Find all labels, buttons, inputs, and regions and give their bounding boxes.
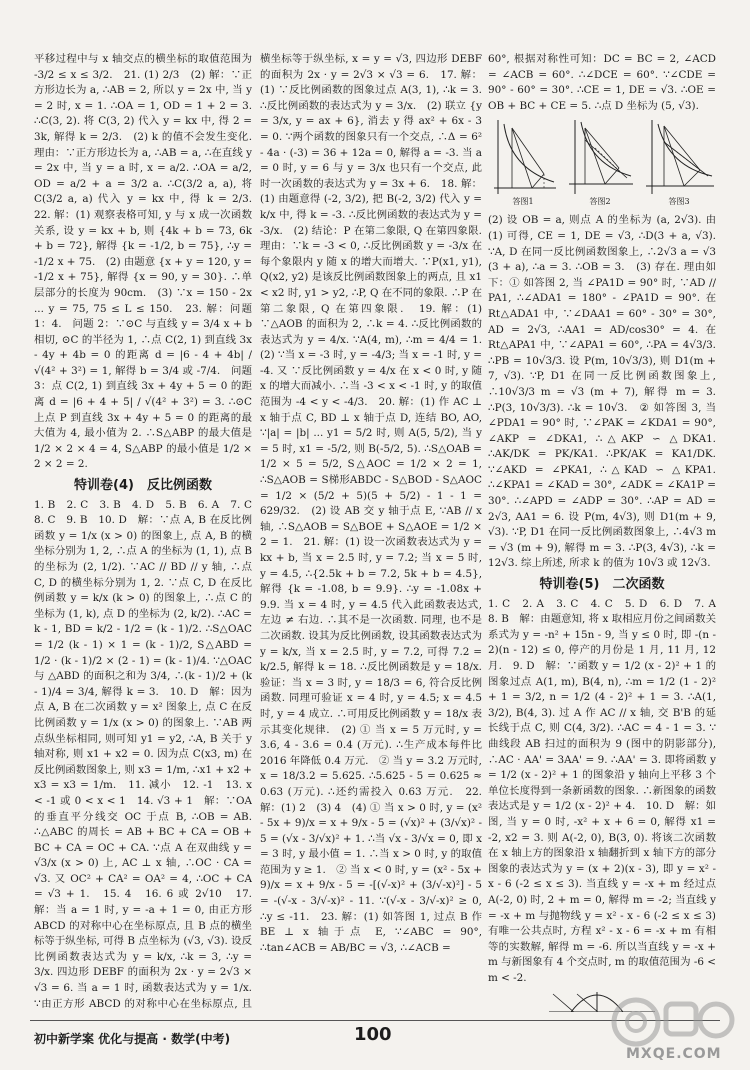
figure-2 <box>565 118 635 207</box>
figure-row <box>488 118 716 207</box>
figure-1 <box>488 118 558 207</box>
column-middle <box>260 52 482 1012</box>
column-right <box>488 52 716 1012</box>
answer-block-unit5: 1. C 2. A 3. C 4. C 5. D 6. D 7. A 8. B 解：由题意知, 将 x 取相应月份之间函数关系式为 y = -n² + 15n - 9, 当 y ≤ 0 时, 即 -(n - 2)(n - 12) ≤ 0, 停产的月份是 1 月, 11 月, 12 月. 9. D 解：∵函数 y = 1/2 (x - 2)² + 1 的图象过点 A(1, m), B(4, n), ∴m = 1/2 (1 - 2)² + 1 = 3/2, n = 1/2 (4 - 2)² + 1 = 3. ∴A(1, 3/2), B(4, 3). 过 A 作 AC // x 轴, 交 B'B 的延长线于点 C, 则 C(4, 3/2). ∴AC = 4 - 1 = 3. ∵曲线段 AB 扫过的面积为 9 (图中的阴影部分), ∴AC · AA' = 3AA' = 9. ∴AA' = 3. 即将函数 y = 1/2 (x - 2)² + 1 的图象沿 y 轴向上平移 3 个单位长度得到一条新函数的图象. ∴新图象的函数表达式是 y = 1/2 (x - 2)² + 4. 10. D 解：如图, 当 y = 0 时, -x² + x + 6 = 0, 解得 x1 = -2, x2 = 3. 则 A(-2, 0), B(3, 0). 将该二次函数在 x 轴上方的图象沿 x 轴翻折到 x 轴下方的部分图象的表达式为 y = (x + 2)(x - 3), 即 y = x² - x - 6 (-2 ≤ x ≤ 3). 当直线 y = -x + m 经过点 A(-2, 0) 时, 2 + m = 0, 解得 m = -2; 当直线 y = -x + m 与抛物线 y = x² - x - 6 (-2 ≤ x ≤ 3) 有唯一公共点时, 方程 x² - x - 6 = -x + m 有相等的实数解, 解得 m = -6. 所以当直线 y = -x + m 与新图象有 4 个交点时, m 的取值范围为 -6 < m < -2. <box>488 597 716 984</box>
watermark-text: MXQE.COM <box>626 1046 722 1062</box>
figure-1-caption: 答图1 <box>512 197 534 207</box>
figure-2-caption: 答图2 <box>589 197 611 207</box>
answer-block-23-parts: (2) 设 OB = a, 则点 A 的坐标为 (a, 2√3). 由 (1) 可得, CE = 1, DE = √3, ∴D(3 + a, √3). ∵A, D 在同一反比例函数图象上, ∴2√3 a = √3 (3 + a), ∴a = 3. ∴OB = 3. (3) 存在. 理由如下：① 如答图 2, 当 ∠PA1D = 90° 时, ∵AD // PA1, ∴∠ADA1 = 180° - ∠PA1D = 90°. 在 Rt△ADA1 中, ∵∠DAA1 = 60° - 30° = 30°, AD = 2√3, ∴AA1 = AD/cos30° = 4. 在 Rt△APA1 中, ∵∠APA1 = 60°, ∴PA = 4√3/3. ∴PB = 10√3/3. 设 P(m, 10√3/3), 则 D1(m + 7, √3). ∵P, D1 在同一反比例函数图象上, ∴10√3/3 m = √3 (m + 7), 解得 m = 3. ∴P(3, 10√3/3). ∴k = 10√3. ② 如答图 3, 当 ∠PDA1 = 90° 时, ∵∠PAK = ∠KDA1 = 90°, ∠AKP = ∠DKA1, ∴△AKP ∽ △DKA1. ∴AK/DK = PK/KA1. ∴PK/AK = KA1/DK. ∵∠AKD = ∠PKA1, ∴△KAD ∽ △KPA1. ∴∠KPA1 = ∠KAD = 30°, ∠ADK = ∠KA1P = 30°. ∴∠APD = ∠ADP = 30°. ∴AP = AD = 2√3, AA1 = 6. 设 P(m, 4√3), 则 D1(m + 9, √3). ∵P, D1 在同一反比例函数图象上, ∴4√3 m = √3 (m + 9), 解得 m = 3. ∴P(3, 4√3), ∴k = 12√3. 综上所述, 所求 k 的值为 10√3 或 12√3. <box>488 214 716 570</box>
book-title: 初中新学案 优化与提高 · 数学(中考) <box>34 1032 231 1046</box>
section-title-5: 特训卷(5) 二次函数 <box>539 577 665 593</box>
figure-3-drawing <box>642 118 716 196</box>
answer-block-23-cont: 60°, 根据对称性可知：DC = BC = 2, ∠ACD = ∠ACB = 60°. ∴∠DCE = 60°. ∵∠CDE = 90° - 60° = 30°. ∴CE = 1, DE = √3. ∴OE = OB + BC + CE = 5. ∴点 D 坐标为 (5, √3). <box>488 53 716 112</box>
figure-1-drawing <box>488 118 558 196</box>
figure-2-drawing <box>565 118 635 196</box>
figure-3 <box>642 118 716 207</box>
answer-block-21-23: 平移过程中与 x 轴交点的横坐标的取值范围为 -3/2 ≤ x ≤ 3/2. 21. (1) 2/3 (2) 解：∵正方形边长为 a, ∴AB = 2, 所以 y = 2x 中, 当 y = 2 时, x = 1. ∴OA = 1, OD = 1 + 2 = 3. ∴C(3, 2). 将 C(3, 2) 代入 y = kx 中, 得 2 = 3k, 解得 k = 2/3. (2) k 的值不会发生变化. 理由：∵正方形边长为 a, ∴AB = a, ∴在直线 y = 2x 中, 当 y = a 时, x = a/2. ∴OA = a/2, OD = a/2 + a = 3/2 a. ∴C(3/2 a, a), 将 C(3/2 a, a) 代入 y = kx 中, 得 k = 2/3. 22. 解：(1) 观察表格可知, y 与 x 成一次函数关系, 设 y = kx + b, 则 {4k + b = 73, 6k + b = 72}, 解得 {k = -1/2, b = 75}, ∴y = -1/2 x + 75. (2) 由题意 {x + y = 120, y = -1/2 x + 75}, 解得 {x = 90, y = 30}. ∴单层部分的长度为 90cm. (3) ∵x = 150 - 2x ... y = 75, 75 ≤ L ≤ 150. 23. 解：问题 1：4. 问题 2：∵⊙C 与直线 y = 3/4 x + b 相切, ⊙C 的半径为 1, ∴点 C(2, 1) 到直线 3x - 4y + 4b = 0 的距离 d = |6 - 4 + 4b| / √(4² + 3²) = 1, 解得 b = 3/4 或 -7/4. 问题 3：点 C(2, 1) 到直线 3x + 4y + 5 = 0 的距离 d = |6 + 4 + 5| / √(4² + 3²) = 3. ∴⊙C 上点 P 到直线 3x + 4y + 5 = 0 的距离的最大值为 4, 最小值为 2. ∴S△ABP 的最大值是 1/2 × 2 × 4 = 4, S△ABP 的最小值是 1/2 × 2 × 2 = 2. <box>34 53 252 471</box>
section-title-4: 特训卷(4) 反比例函数 <box>74 478 212 494</box>
page-number: 100 <box>354 1024 392 1045</box>
answer-block-17-23: 横坐标等于纵坐标, x = y = √3, 四边形 DEBF 的面积为 2x · y = 2√3 × √3 = 6. 17. 解：(1) ∵反比例函数的图象过点 A(3, 1), ∴k = 3. ∴反比例函数的表达式为 y = 3/x. (2) 联立 {y = 3/x, y = ax + 6}, 消去 y 得 ax² + 6x - 3 = 0. ∵两个函数的图象只有一个交点, ∴Δ = 6² - 4a · (-3) = 36 + 12a = 0, 解得 a = -3. 当 a = 0 时, y = 6 与 y = 3/x 也只有一个交点, 此时一次函数的表达式为 y = 3x + 6. 18. 解：(1) 由题意得 (-2, 3/2), 把 B(-2, 3/2) 代入 y = k/x 中, 得 k = -3. ∴反比例函数的表达式为 y = -3/x. (2) 结论：P 在第二象限, Q 在第四象限. 理由：∵k = -3 < 0, ∴反比例函数 y = -3/x 在每个象限内 y 随 x 的增大而增大. ∵P(x1, y1), Q(x2, y2) 是该反比例函数图象上的两点, 且 x1 < x2 时, y1 > y2, ∴P, Q 在不同的象限. ∴P 在第二象限, Q 在第四象限. 19. 解：(1) ∵△AOB 的面积为 2, ∴k = 4. ∴反比例函数的表达式为 y = 4/x. ∵A(4, m), ∴m = 4/4 = 1. (2) ∵当 x = -3 时, y = -4/3; 当 x = -1 时, y = -4. 又 ∵反比例函数 y = 4/x 在 x < 0 时, y 随 x 的增大而减小. ∴当 -3 < x < -1 时, y 的取值范围为 -4 < y < -4/3. 20. 解：(1) 作 AC ⊥ x 轴于点 C, BD ⊥ x 轴于点 D, 连结 BO, AO, ∵|a| = |b| ... y1 = 5/2 时, 则 A(5, 5/2), 当 y = 5 时, x1 = -5/2, 则 B(-5/2, 5). ∴S△OAB = 1/2 × 5 = 5/2, S△AOC = 1/2 × 2 = 1, ∴S△AOB = S梯形ABDC - S△BOD - S△AOC = 1/2 × (5/2 + 5)(5 + 5/2) - 1 - 1 = 629/32. (2) 设 AB 交 y 轴于点 E, ∵AB // x 轴, ∴S△AOB = S△BOE + S△AOE = 1/2 × 2 = 1. 21. 解：(1) 设一次函数表达式为 y = kx + b, 当 x = 2.5 时, y = 7.2; 当 x = 5 时, y = 4.5, ∴{2.5k + b = 7.2, 5k + b = 4.5}, 解得 {k = -1.08, b = 9.9}. ∴y = -1.08x + 9.9. 当 x = 4 时, y = 4.5 代入此函数表达式, 左边 ≠ 右边. ∴其不是一次函数. 同理, 也不是二次函数. 设其为反比例函数, 设其函数表达式为 y = k/x, 当 x = 2.5 时, y = 7.2, 可得 7.2 = k/2.5, 解得 k = 18. ∴反比例函数是 y = 18/x. 验证：当 x = 3 时, y = 18/3 = 6, 符合反比例函数. 同理可验证 x = 4 时, y = 4.5; x = 4.5 时, y = 4 成立. ∴可用反比例函数 y = 18/x 表示其变化规律. (2) ① 当 x = 5 万元时, y = 3.6, 4 - 3.6 = 0.4 (万元). ∴生产成本每件比 2016 年降低 0.4 万元. ② 当 y = 3.2 万元时, x = 18/3.2 = 5.625. ∴5.625 - 5 = 0.625 ≈ 0.63 (万元). ∴还约需投入 0.63 万元. 22. 解：(1) 2 (3) 4 (4) ① 当 x > 0 时, y = (x² - 5x + 9)/x = x + 9/x - 5 = (√x)² + (3/√x)² - 5 = (√x - 3/√x)² + 1. ∴当 √x - 3/√x = 0, 即 x = 3 时, y 最小值 = 1. ∴当 x > 0 时, y 的取值范围为 y ≥ 1. ② 当 x < 0 时, y = (x² - 5x + 9)/x = x + 9/x - 5 = -[(√-x)² + (3/√-x)²] - 5 = -(√-x - 3/√-x)² - 11. ∵(√-x - 3/√-x)² ≥ 0, ∴y ≤ -11. 23. 解：(1) 如答图 1, 过点 B 作 BE ⊥ x 轴于点 E, ∵∠ABC = 90°, ∴tan∠ACB = AB/BC = √3, ∴∠ACB = <box>260 53 482 954</box>
figure-3-caption: 答图3 <box>668 197 690 207</box>
answer-block-unit4: 1. B 2. C 3. B 4. D 5. B 6. A 7. C 8. C 9. B 10. D 解：∵点 A, B 在反比例函数 y = 1/x (x > 0) 的图象上, 点 A, B 的横坐标分别为 1, 2, ∴点 A 的坐标为 (1, 1), 点 B 的坐标为 (2, 1/2). ∵AC // BD // y 轴, ∴点 C, D 的横坐标分别为 1, 2. ∵点 C, D 在反比例函数 y = k/x (k > 0) 的图象上, ∴点 C 的坐标为 (1, k), 点 D 的坐标为 (2, k/2). ∴AC = k - 1, BD = k/2 - 1/2 = (k - 1)/2. ∴S△OAC = 1/2 (k - 1) × 1 = (k - 1)/2, S△ABD = 1/2 · (k - 1)/2 × (2 - 1) = (k - 1)/4. ∵△OAC 与 △ABD 的面积之和为 3/4, ∴(k - 1)/2 + (k - 1)/4 = 3/4, 解得 k = 3. 10. D 解：因为点 A, B 在二次函数 y = x² 图象上, 点 C 在反比例函数 y = 1/x (x > 0) 的图象上. ∵AB 两点纵坐标相同, 则可知 y1 = y2, ∴A, B 关于 y 轴对称, 则 x1 + x2 = 0. 因为点 C(x3, m) 在反比例函数图象上, 则 x3 = 1/m, ∴x1 + x2 + x3 = x3 = 1/m. 11. 减小 12. -1 13. x < -1 或 0 < x < 1 14. √3 + 1 解：∵OA 的垂直平分线交 OC 于点 B, ∴OB = AB. ∴△ABC 的周长 = AB + BC + CA = OB + BC + CA = OC + CA. ∵点 A 在双曲线 y = √3/x (x > 0) 上, AC ⊥ x 轴, ∴OC · CA = √3. 又 OC² + CA² = OA² = 4, ∴OC + CA = √3 + 1. 15. 4 16. 6 或 2√10 17. 解：当 a = 1 时, y = -a + 1 = 0, 由正方形 ABCD 的对称中心在坐标原点, 且 B 点的横坐标等于纵坐标, 可得 B 点坐标为 (√3, √3). 设反比例函数表达式为 y = k/x, ∴k = 3, ∴y = 3/x. 四边形 DEBF 的面积为 2x · y = 2√3 × √3 = 6. 当 a = 1 时, 函数表达式为 y = 1/x. ∵由正方形 ABCD 的对称中心在坐标原点, 且 <box>34 498 252 1010</box>
column-left <box>34 52 252 1012</box>
